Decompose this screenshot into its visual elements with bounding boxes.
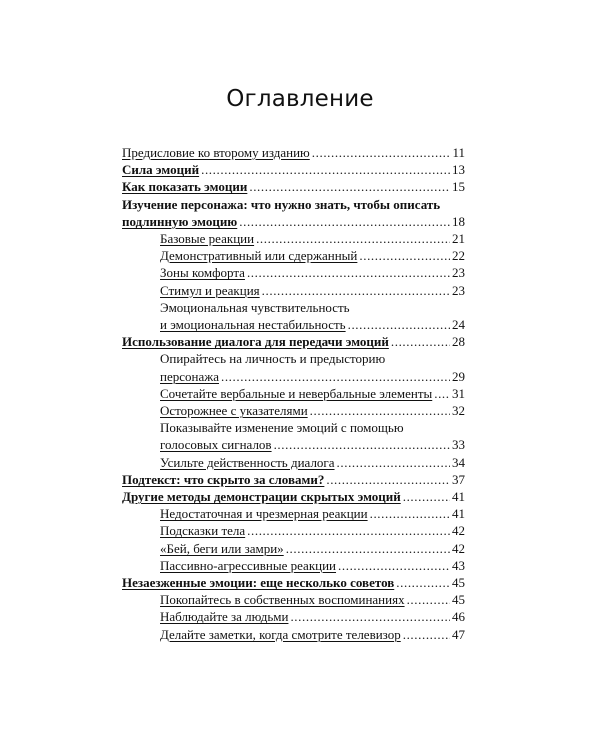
toc-entry-text: Другие методы демонстрации скрытых эмоций xyxy=(122,489,401,505)
toc-entry-text: Подсказки тела xyxy=(160,523,246,539)
toc-entry-text: Опирайтесь на личность и предысторию xyxy=(160,351,386,367)
toc-entry xyxy=(122,196,465,230)
toc-entry-text: Зоны комфорта xyxy=(160,265,245,281)
dot-leader xyxy=(396,574,450,591)
toc-entry-row xyxy=(160,385,465,402)
dot-leader xyxy=(256,230,450,247)
toc-entry-text: персонажа xyxy=(160,368,219,384)
toc-entry-text: Использование диалога для передачи эмоций xyxy=(122,334,389,350)
page-number: 45 xyxy=(452,575,465,591)
dot-leader xyxy=(201,161,450,178)
toc-entry xyxy=(122,144,465,161)
toc-entry-text: Усильте действенность диалога xyxy=(160,454,335,470)
toc-entry-row xyxy=(160,264,465,281)
toc-subentry xyxy=(122,626,465,643)
page-number: 32 xyxy=(452,403,465,419)
toc-entry-text: Эмоциональная чувствительность xyxy=(160,299,350,315)
page-number: 29 xyxy=(452,368,465,384)
toc-entry xyxy=(122,333,465,350)
page-number: 18 xyxy=(452,213,465,229)
toc-entry xyxy=(122,488,465,505)
toc-entry-text: голосовых сигналов xyxy=(160,437,272,453)
page-number: 43 xyxy=(452,557,465,573)
dot-leader xyxy=(274,436,450,453)
dot-leader xyxy=(221,368,450,385)
page-number: 15 xyxy=(452,179,465,195)
toc-subentry xyxy=(122,505,465,522)
toc-entry-text: Изучение персонажа: что нужно знать, чтобы описать xyxy=(122,196,441,212)
page-number: 11 xyxy=(452,145,465,160)
dot-leader xyxy=(338,557,450,574)
toc-entry-row xyxy=(160,282,465,299)
toc-subentry xyxy=(122,230,465,247)
toc-subentry xyxy=(122,608,465,625)
toc-entry-text: Незаезженные эмоции: еще несколько советов xyxy=(122,575,395,591)
toc-entry-row xyxy=(122,471,465,488)
toc-entry-row xyxy=(160,557,465,574)
dot-leader xyxy=(337,454,450,471)
toc-entry-text: Как показать эмоции xyxy=(122,179,248,195)
dot-leader xyxy=(249,178,450,195)
page-number: 47 xyxy=(452,626,465,642)
toc-entry-row xyxy=(122,574,465,591)
page-number: 45 xyxy=(452,592,465,608)
toc-entry-text: Стимул и реакция xyxy=(160,282,260,298)
toc-entry-row xyxy=(160,402,465,419)
toc-entry-text: Сила эмоций xyxy=(122,162,200,178)
toc-entry-text: Предисловие ко второму изданию xyxy=(122,145,310,160)
toc-entry-text: Наблюдайте за людьми xyxy=(160,609,289,625)
toc-entry-row xyxy=(160,247,465,264)
toc-entry-text: Базовые реакции xyxy=(160,231,255,247)
toc-entry-row xyxy=(122,333,465,350)
toc-entry-text: Пассивно-агрессивные реакции xyxy=(160,557,337,573)
dot-leader xyxy=(262,282,450,299)
dot-leader xyxy=(407,591,450,608)
dot-leader xyxy=(247,522,450,539)
page-number: 34 xyxy=(452,454,465,470)
toc-entry-row xyxy=(160,454,465,471)
toc-entry-text: Делайте заметки, когда смотрите телевизор xyxy=(160,626,401,642)
dot-leader xyxy=(391,333,450,350)
page-number: 46 xyxy=(452,609,465,625)
page-number: 13 xyxy=(452,162,465,178)
toc-entry-row xyxy=(160,316,465,333)
dot-leader xyxy=(370,505,450,522)
toc-subentry xyxy=(122,591,465,608)
toc-subentry xyxy=(122,419,465,453)
toc-entry-row xyxy=(160,230,465,247)
page-number: 22 xyxy=(452,248,465,264)
page-number: 42 xyxy=(452,540,465,556)
toc-entry xyxy=(122,574,465,591)
dot-leader xyxy=(348,316,450,333)
page-number: 28 xyxy=(452,334,465,350)
toc-subentry xyxy=(122,402,465,419)
toc-subentry xyxy=(122,454,465,471)
toc-subentry xyxy=(122,350,465,384)
toc-entry-text: Покопайтесь в собственных воспоминаниях xyxy=(160,592,405,608)
toc-entry-text: и эмоциональная нестабильность xyxy=(160,317,346,333)
dot-leader xyxy=(290,608,450,625)
dot-leader xyxy=(247,264,450,281)
toc-entry-text: Подтекст: что скрыто за словами? xyxy=(122,471,325,487)
page-number: 37 xyxy=(452,471,465,487)
toc-subentry xyxy=(122,299,465,333)
page-title: Оглавление xyxy=(226,86,374,112)
page-number: 23 xyxy=(452,282,465,298)
dot-leader xyxy=(403,488,450,505)
dot-leader xyxy=(239,213,450,230)
toc-entry-text: Недостаточная и чрезмерная реакции xyxy=(160,506,368,522)
toc-entry-text: подлинную эмоцию xyxy=(122,213,238,229)
toc-entry-row xyxy=(160,540,465,557)
dot-leader xyxy=(359,247,450,264)
toc-subentry xyxy=(122,385,465,402)
page-number: 41 xyxy=(452,489,465,505)
page-number: 41 xyxy=(452,506,465,522)
toc-entry-text: Демонстративный или сдержанный xyxy=(160,248,358,264)
dot-leader xyxy=(326,471,450,488)
toc-subentry xyxy=(122,264,465,281)
dot-leader xyxy=(312,144,451,161)
toc-subentry xyxy=(122,557,465,574)
toc-entry-text: Показывайте изменение эмоций с помощью xyxy=(160,420,404,436)
toc-subentry xyxy=(122,522,465,539)
dot-leader xyxy=(403,626,450,643)
toc-entry-row xyxy=(122,178,465,195)
toc-entry-row xyxy=(122,144,465,161)
page-number: 33 xyxy=(452,437,465,453)
toc-entry-text: «Бей, беги или замри» xyxy=(160,540,284,556)
toc-entry-row xyxy=(122,488,465,505)
dot-leader xyxy=(434,385,450,402)
dot-leader xyxy=(310,402,450,419)
page-number: 24 xyxy=(452,317,465,333)
toc-entry-row xyxy=(160,608,465,625)
page-number: 21 xyxy=(452,231,465,247)
toc-entry xyxy=(122,471,465,488)
toc-entry xyxy=(122,161,465,178)
table-of-contents xyxy=(122,144,465,643)
toc-entry-row xyxy=(160,436,465,453)
toc-entry-row xyxy=(160,591,465,608)
toc-entry-text: Осторожнее с указателями xyxy=(160,403,308,419)
toc-entry-row xyxy=(160,505,465,522)
toc-entry-row xyxy=(122,213,465,230)
toc-subentry xyxy=(122,282,465,299)
page-number: 31 xyxy=(452,385,465,401)
toc-entry xyxy=(122,178,465,195)
dot-leader xyxy=(286,540,450,557)
toc-entry-row xyxy=(160,626,465,643)
toc-entry-row xyxy=(122,161,465,178)
toc-entry-row xyxy=(160,522,465,539)
toc-subentry xyxy=(122,540,465,557)
page-number: 23 xyxy=(452,265,465,281)
toc-subentry xyxy=(122,247,465,264)
page-number: 42 xyxy=(452,523,465,539)
toc-entry-row xyxy=(160,368,465,385)
toc-entry-text: Сочетайте вербальные и невербальные элементы xyxy=(160,385,433,401)
